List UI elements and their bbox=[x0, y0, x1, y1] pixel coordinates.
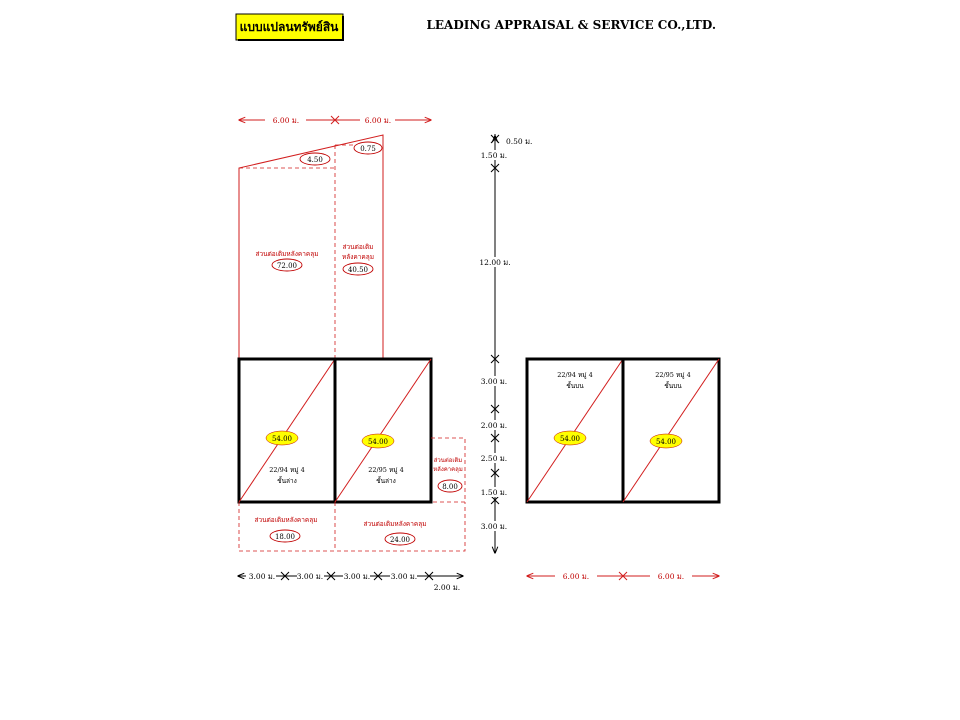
top-dimension-line bbox=[239, 116, 431, 125]
unit-a-address: 22/94 หมู่ 4 bbox=[269, 466, 305, 474]
dim-v-5: 2.50 ม. bbox=[480, 454, 508, 463]
bottom-dimension-line bbox=[238, 572, 463, 592]
side-extension bbox=[431, 438, 465, 502]
upper-a-area: 54.00 bbox=[559, 435, 581, 443]
dim-bottom-3: 3.00 ม. bbox=[343, 572, 371, 581]
dim-bottom-1: 3.00 ม. bbox=[248, 572, 276, 581]
unit-a-floor: ชั้นล่าง bbox=[277, 477, 297, 485]
right-dimension-line bbox=[527, 572, 719, 581]
label-ext-left: ส่วนต่อเติมหลังคาคลุม bbox=[255, 250, 319, 258]
vertical-dimension-line bbox=[478, 134, 532, 553]
area-ext-side: 8.00 bbox=[442, 483, 458, 491]
unit-b-area: 54.00 bbox=[367, 438, 389, 446]
area-ext-bottom-right: 24.00 bbox=[389, 536, 411, 544]
upper-b-area: 54.00 bbox=[655, 438, 677, 446]
dim-bottom-2: 3.00 ม. bbox=[296, 572, 324, 581]
dim-v-1: 1.50 ม. bbox=[480, 151, 508, 160]
upper-a-address: 22/94 หมู่ 4 bbox=[557, 371, 593, 379]
unit-a-lower bbox=[239, 359, 335, 502]
upper-b-address: 22/95 หมู่ 4 bbox=[655, 371, 691, 379]
dim-bottom-4: 3.00 ม. bbox=[390, 572, 418, 581]
title-badge-text: แบบแปลนทรัพย์สิน bbox=[239, 20, 339, 34]
dim-right-2: 6.00 ม. bbox=[657, 572, 685, 581]
upper-a-floor: ชั้นบน bbox=[566, 382, 584, 390]
upper-b-floor: ชั้นบน bbox=[664, 382, 682, 390]
dim-v-0: 0.50 ม. bbox=[506, 137, 533, 146]
label-ext-mid-2: หลังคาคลุม bbox=[341, 253, 375, 261]
company-name: LEADING APPRAISAL & SERVICE CO.,LTD. bbox=[426, 18, 716, 32]
area-ext-left: 72.00 bbox=[276, 262, 298, 270]
dim-bottom-extra: 2.00 ม. bbox=[433, 583, 461, 592]
dim-top-left: 6.00 ม. bbox=[272, 116, 300, 125]
dim-v-6: 1.50 ม. bbox=[480, 488, 508, 497]
area-top-left: 4.50 bbox=[307, 156, 323, 164]
dim-v-2: 12.00 ม. bbox=[479, 258, 511, 267]
area-top-right: 0.75 bbox=[360, 145, 376, 153]
dim-v-7: 3.00 ม. bbox=[480, 522, 508, 531]
label-ext-bottom-right: ส่วนต่อเติมหลังคาคลุม bbox=[363, 520, 427, 528]
label-ext-side-2: หลังคาคลุม bbox=[433, 466, 463, 473]
title-badge bbox=[236, 14, 343, 41]
bottom-extension bbox=[239, 502, 465, 551]
dim-v-4: 2.00 ม. bbox=[480, 421, 508, 430]
label-ext-side-1: ส่วนต่อเติม bbox=[433, 457, 463, 464]
dim-v-3: 3.00 ม. bbox=[480, 377, 508, 386]
area-ext-bottom-left: 18.00 bbox=[274, 533, 296, 541]
unit-b-floor: ชั้นล่าง bbox=[376, 477, 396, 485]
dim-right-1: 6.00 ม. bbox=[562, 572, 590, 581]
unit-a-area: 54.00 bbox=[271, 435, 293, 443]
unit-a-upper bbox=[527, 359, 623, 502]
label-ext-mid-1: ส่วนต่อเติม bbox=[342, 243, 374, 251]
unit-b-address: 22/95 หมู่ 4 bbox=[368, 466, 404, 474]
unit-b-upper bbox=[623, 359, 719, 502]
unit-b-lower bbox=[335, 359, 431, 502]
label-ext-bottom-left: ส่วนต่อเติมหลังคาคลุม bbox=[254, 516, 318, 524]
dim-top-right: 6.00 ม. bbox=[364, 116, 392, 125]
area-ext-mid: 40.50 bbox=[347, 266, 369, 274]
